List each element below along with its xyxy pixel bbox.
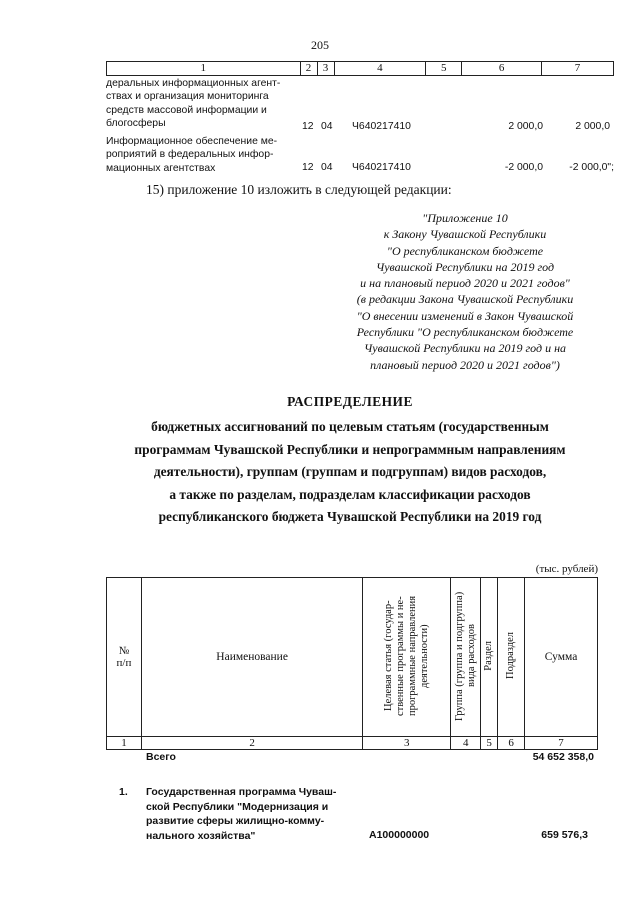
appendix-line: плановый период 2020 и 2021 годов") <box>370 357 560 372</box>
subtitle-line: бюджетных ассигнований по целевым статьям (государственным <box>151 419 549 434</box>
row-value-6: -2 000,0 <box>504 162 543 173</box>
col-number: 2 <box>141 737 362 750</box>
row-name-line: Информационное обеспечение ме- <box>106 136 278 147</box>
col-number: 5 <box>481 737 498 750</box>
row-target-code: Ч640217410 <box>352 121 411 132</box>
col-num-6: 6 <box>462 62 542 76</box>
subtitle-line: республиканского бюджета Чувашской Республики на 2019 год <box>158 509 542 524</box>
header-group-text: Группа (группа и подгруппа) вида расходов <box>453 590 477 721</box>
appendix-line: Чувашской Республики на 2019 год <box>375 259 555 274</box>
row-value-7: -2 000,0"; <box>569 162 614 173</box>
header-section-text: Раздел <box>483 640 495 671</box>
row-name-line: средств массовой информации и <box>106 104 267 116</box>
program-name-line: ской Республики "Модернизация и <box>146 800 329 813</box>
subtitle-line: программам Чувашской Республики и непрограммным направлениям <box>134 441 566 457</box>
header-num-line: п/п <box>116 657 132 669</box>
total-value: 54 652 358,0 <box>532 751 594 763</box>
appendix-line: Республики "О республиканском бюджете <box>356 325 574 340</box>
header-num <box>107 578 142 737</box>
table-row <box>106 135 300 175</box>
program-sum: 659 576,3 <box>541 829 588 841</box>
table-row <box>106 77 300 131</box>
program-number: 1. <box>119 786 128 798</box>
col-number: 3 <box>363 737 451 750</box>
page-title: РАСПРЕДЕЛЕНИЕ <box>287 394 413 409</box>
amendment-paragraph: 15) приложение 10 изложить в следующей редакции: <box>146 182 452 197</box>
header-target <box>363 578 451 737</box>
header-subsection <box>498 578 525 737</box>
row-name-line: деральных информационных агент- <box>106 78 281 89</box>
col-num-2: 2 <box>300 62 317 76</box>
row-subsection: 04 <box>321 162 333 173</box>
col-number: 6 <box>498 737 525 750</box>
page-number: 205 <box>311 38 329 52</box>
program-code: А100000000 <box>369 829 430 841</box>
header-section <box>481 578 498 737</box>
subtitle-line: а также по разделам, подразделам классификации расходов <box>169 486 531 502</box>
header-sum: Сумма <box>525 578 598 737</box>
distribution-table <box>106 577 598 750</box>
row-section: 12 <box>302 162 314 173</box>
row-name-line: ствах и организация мониторинга <box>106 91 269 103</box>
continuation-header-row <box>107 62 614 76</box>
row-name-line: блогосферы <box>106 118 166 130</box>
appendix-line: "О республиканском бюджете <box>386 243 544 258</box>
continuation-table <box>106 61 614 76</box>
total-label: Всего <box>146 751 176 763</box>
row-target-code: Ч640217410 <box>352 162 411 173</box>
program-name-line: Государственная программа Чуваш- <box>146 786 337 798</box>
appendix-line: к Закону Чувашской Республики <box>383 227 547 242</box>
row-name-line: мационных агентствах <box>106 162 216 174</box>
appendix-line: Чувашской Республики на 2019 год и на <box>363 341 567 356</box>
page-subtitle <box>80 416 620 529</box>
program-name-line: развитие сферы жилищно-комму- <box>146 815 325 827</box>
col-num-3: 3 <box>317 62 334 76</box>
header-group <box>451 578 481 737</box>
subtitle-line: деятельности), группам (группам и подгруппам) видов расходов, <box>153 464 547 479</box>
header-target-text: Целевая статья (государ-ственные программы и не-программные направления деятельности) <box>382 595 430 716</box>
col-number: 7 <box>525 737 598 750</box>
col-number: 1 <box>107 737 142 750</box>
row-name-line: роприятий в федеральных инфор- <box>106 149 274 161</box>
col-number: 4 <box>451 737 481 750</box>
appendix-line: "О внесении изменений в Закон Чувашской <box>356 308 574 323</box>
appendix-line: и на плановый период 2020 и 2021 годов" <box>360 276 570 291</box>
row-section: 12 <box>302 121 314 132</box>
col-num-7: 7 <box>542 62 614 76</box>
row-subsection: 04 <box>321 121 333 132</box>
header-name: Наименование <box>141 578 362 737</box>
column-number-row <box>107 737 598 750</box>
appendix-line: "Приложение 10 <box>422 211 508 225</box>
col-num-5: 5 <box>426 62 462 76</box>
col-num-4: 4 <box>334 62 426 76</box>
program-name-line: нального хозяйства" <box>146 829 256 842</box>
row-value-6: 2 000,0 <box>508 121 543 132</box>
col-num-1: 1 <box>107 62 301 76</box>
appendix-line: (в редакции Закона Чувашской Республики <box>356 292 574 307</box>
row-value-7: 2 000,0 <box>575 121 610 132</box>
header-num-line: № <box>118 645 130 657</box>
units-label: (тыс. рублей) <box>535 563 598 575</box>
table-header-row <box>107 578 598 737</box>
header-subsection-text: Подраздел <box>505 632 517 679</box>
program-name <box>146 785 364 843</box>
appendix-reference <box>320 210 610 373</box>
